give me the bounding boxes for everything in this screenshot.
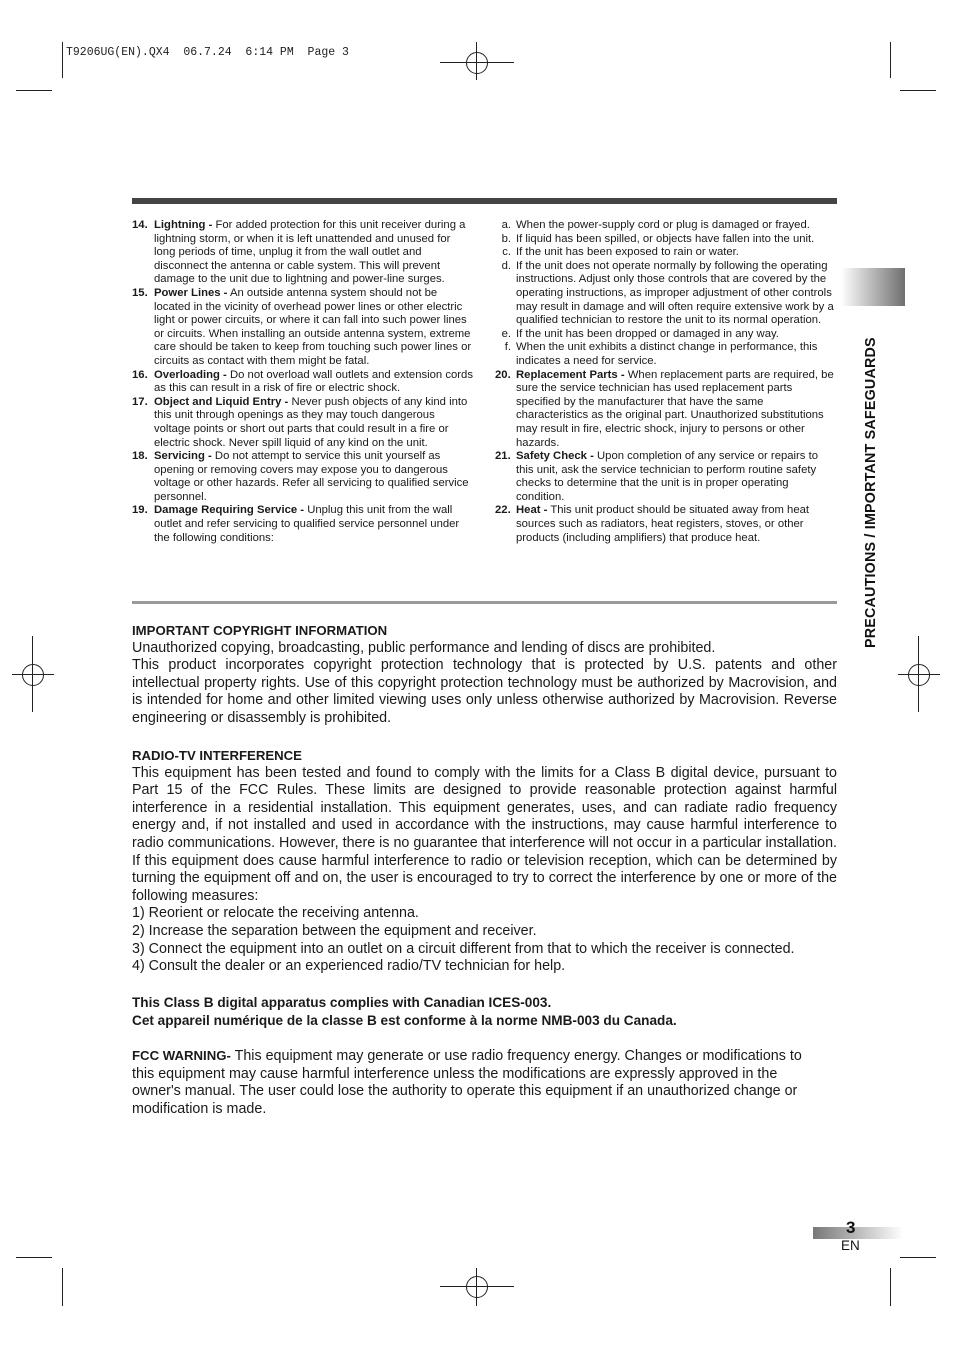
fcc-warning — [132, 1047, 822, 1118]
fcc-warning-text: This equipment may generate or use radio frequency energy. Changes or modifications to this equipment may cause harmful interference unless the modifications are expressly approved in the owner's manual. The user could lose the authority to operate this equipment if an unauthorized change or modification is made. — [132, 1048, 802, 1117]
copyright-paragraph-2: This product incorporates copyright protection technology that is protected by U.S. patents and other intellectual property rights. Use of this copyright protection technology must be authorized by Macrovision, and is intended for home and other limited viewing uses only unless otherwise authorized by Macrovision. Reverse engineering or disassembly is prohibited. — [132, 657, 837, 726]
printer-slug: T9206UG(EN).QX4 06.7.24 6:14 PM Page 3 — [66, 46, 349, 59]
copyright-heading: IMPORTANT COPYRIGHT INFORMATION — [132, 623, 388, 638]
class-b-notice — [132, 994, 837, 1029]
safeguard-item-19: 19. Damage Requiring Service - Unplug this unit from the wall outlet and refer servicing to qualified service personnel under the following conditions: — [132, 504, 460, 544]
class-b-english: This Class B digital apparatus complies with Canadian ICES-003. — [132, 995, 552, 1010]
safeguard-item-22: 22. Heat - This unit product should be situated away from heat sources such as radiators, heat registers, stoves, or other products (including amplifiers) that produce heat. — [495, 504, 810, 544]
safeguard-item-20: 20. Replacement Parts - When replacement parts are required, be sure the service technician has used replacement parts specified by the manufacturer that have the same characteristics as the original part. Unauthorized substitutions may result in fire, electric shock, injury to persons or other hazards. — [495, 368, 834, 449]
radio-tv-paragraph: This equipment has been tested and found to comply with the limits for a Class B digital device, pursuant to Part 15 of the FCC Rules. These limits are designed to provide reasonable protection against harmful interference in a residential installation. This equipment generates, uses, and can radiate radio frequency energy and, if not installed and used in accordance with the instructions, may cause harmful interference to radio communications. However, there is no guarantee that interference will not occur in a particular installation. If this equipment does cause harmful interference to radio or television reception, which can be determined by turning the equipment off and on, the user is encouraged to try to correct the interference by one or more of the following measures: — [132, 764, 837, 904]
condition-item-c: c. If the unit has been exposed to rain or water. — [502, 246, 739, 259]
measure-item: 4) Consult the dealer or an experienced radio/TV technician for help. — [132, 958, 566, 975]
safeguard-item-21: 21. Safety Check - Upon completion of any service or repairs to this unit, ask the service technician to perform routine safety checks to determine that the unit is in proper operating condition. — [495, 450, 819, 503]
safeguard-item-17: 17. Object and Liquid Entry - Never push objects of any kind into this unit through openings as they may touch dangerous voltage points or short out parts that could result in a fire or electric shock. Never spill liquid of any kind on the unit. — [132, 395, 468, 449]
safeguards-left-column — [132, 219, 474, 545]
safeguards-right-column — [495, 219, 837, 545]
condition-item-d: d. If the unit does not operate normally by following the operating instructions. Adjust only those controls that are covered by the operating instructions, as improper adjustment of other controls may result in damage and will often require extensive work by a qualified technician to restore the unit to its normal operation. — [501, 259, 834, 327]
condition-item-a: a. When the power-supply cord or plug is damaged or frayed. — [501, 219, 810, 231]
page-language: EN — [841, 1238, 860, 1253]
safeguard-item-15: 15. Power Lines - An outside antenna system should not be located in the vicinity of overhead power lines or other electric light or power circuits, or where it can fall into such power lines or circuits. When installing an outside antenna system, extreme care should be taken to keep from touching such power lines or circuits as contact with them might be fatal. — [132, 286, 472, 367]
copyright-paragraph-1: Unauthorized copying, broadcasting, public performance and lending of discs are prohibited. — [132, 639, 716, 656]
top-rule — [132, 198, 837, 204]
section-divider — [132, 601, 837, 604]
safeguard-item-16: 16. Overloading - Do not overload wall outlets and extension cords as this can result in a risk of fire or electric shock. — [132, 368, 473, 395]
measure-item: 1) Reorient or relocate the receiving antenna. — [132, 905, 419, 922]
class-b-french: Cet appareil numérique de la classe B est conforme à la norme NMB-003 du Canada. — [132, 1012, 677, 1028]
safeguard-item-18: 18. Servicing - Do not attempt to service this unit yourself as opening or removing covers may expose you to dangerous voltage or other hazards. Refer all servicing to qualified service personnel. — [132, 450, 469, 503]
condition-item-f: f. When the unit exhibits a distinct change in performance, this indicates a need for service. — [504, 341, 818, 367]
section-side-title: PRECAUTIONS / IMPORTANT SAFEGUARDS — [863, 337, 879, 648]
fcc-warning-label: FCC WARNING- — [132, 1048, 231, 1063]
section-tab-block — [841, 268, 905, 306]
measure-item: 2) Increase the separation between the equipment and receiver. — [132, 922, 537, 939]
page-number: 3 — [846, 1218, 856, 1237]
copyright-section — [132, 622, 837, 728]
condition-item-e: e. If the unit has been dropped or damaged in any way. — [501, 327, 779, 340]
measure-item: 3) Connect the equipment into an outlet on a circuit different from that to which the receiver is connected. — [132, 940, 795, 957]
safeguard-item-14: 14. Lightning - For added protection for this unit receiver during a lightning storm, or when it is left unattended and unused for long periods of time, unplug it from the wall outlet and disconnect the antenna or cable system. This will prevent damage to the unit due to lightning and power-line surges. — [132, 219, 466, 286]
radio-tv-section — [132, 747, 837, 976]
radio-tv-heading: RADIO-TV INTERFERENCE — [132, 748, 302, 763]
condition-item-b: b. If liquid has been spilled, or objects have fallen into the unit. — [501, 232, 815, 245]
